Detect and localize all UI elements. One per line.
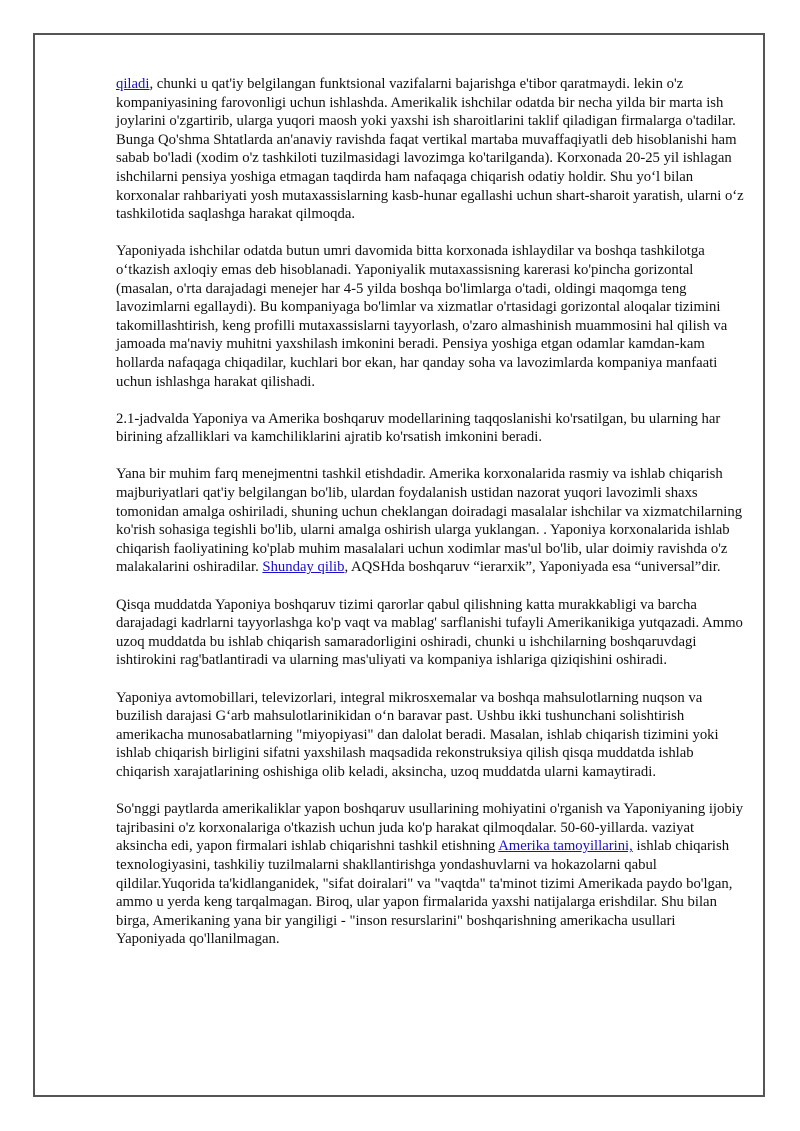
paragraph-7	[116, 800, 744, 949]
paragraph-3: 2.1-jadvalda Yaponiya va Amerika boshqaruv modellarining taqqoslanishi ko'rsatilgan, bu ularning har birining afzalliklari va kamchiliklarini ajratib ko'rsatish imkonini beradi.	[116, 410, 721, 446]
document-body	[116, 75, 744, 968]
link-amerika-tamoyillarini[interactable]: Amerika tamoyillarini,	[498, 838, 633, 855]
paragraph-1-text: , chunki u qat'iy belgilangan funktsional vazifalarni bajarishga e'tibor qaratmaydi. lekin o'z kompaniyasining farovonligi uchun ishlashda. Amerikalik ishchilar odatda bir necha yilda bir marta ish joylarini o'zgartirib, ularga yuqori maosh yoki yaxshi ish sharoitlarini taklif qiladigan firmalarga o'tadilar. Bunga Qo'shma Shtatlarda an'anaviy ravishda faqat vertikal martaba muvaffaqiyatli deb hisoblanishi ham sabab bo'ladi (xodim o'z tashkiloti tuzilmasidagi lavozimga ko'tarilganda). Korxonada 20-25 yil ishlagan ishchilarni pensiya yoshiga etmagan taqdirda ham nafaqaga chiqarish odatiy holdir. Shu yo‘l bilan korxonalar rahbariyati yosh mutaxassislarning kasb-hunar egallashi uchun shart-sharoit yaratish, ularni o‘z tashkilotida saqlashga harakat qilmoqda.	[116, 76, 744, 223]
paragraph-1	[116, 75, 744, 224]
paragraph-6: Yaponiya avtomobillari, televizorlari, integral mikrosxemalar va boshqa mahsulotlarning nuqson va buzilish darajasi G‘arb mahsulotlarinikidan o‘n baravar past. Ushbu ikki tushunchani solishtirish amerikacha munosabatlarning "miyopiyasi" dan dalolat beradi. Masalan, ishlab chiqarish tizimini yoki ishlab chiqarish birligini sifatni yaxshilash maqsadida rekonstruksiya qilish qisqa muddatda ishlab chiqarish xarajatlarining oshishiga olib keladi, aksincha, uzoq muddatda ularni kamaytiradi.	[116, 689, 719, 780]
paragraph-5: Qisqa muddatda Yaponiya boshqaruv tizimi qarorlar qabul qilishning katta murakkabligi va barcha darajadagi kadrlarni tayyorlashga ko'p vaqt va mablag' sarflanishi tufayli Amerikanikiga yutqazadi. Ammo uzoq muddatda bu ishlab chiqarish samaradorligini oshiradi, chunki u ishchilarning boshqaruvdagi ishtirokini rag'batlantiradi va ularning mas'uliyati va kompaniya ishlariga qiziqishini oshiradi.	[116, 596, 743, 669]
paragraph-2: Yaponiyada ishchilar odatda butun umri davomida bitta korxonada ishlaydilar va boshqa tashkilotga o‘tkazish axloqiy emas deb hisoblanadi. Yaponiyalik mutaxassisning karerasi ko'pincha gorizontal (masalan, o'rta darajadagi menejer har 4-5 yilda boshqa bo'limlarga o'tadi, oldingi maqomga teng lavozimlarni egallaydi). Bu kompaniyaga bo'limlar va xizmatlar o'rtasidagi gorizontal aloqalar tizimini takomillashtirish, keng profilli mutaxassislarni tayyorlash, o'zaro almashinish muammosini hal qilish va jamoada ma'naviy muhitni yaxshilash imkonini beradi. Pensiya yoshiga etgan odamlar kamdan-kam hollarda nafaqaga chiqadilar, kuchlari bor ekan, har qanday soha va lavozimlarda kompaniya manfaati uchun ishlashga harakat qilishadi.	[116, 243, 728, 390]
paragraph-4-text-before: Yana bir muhim farq menejmentni tashkil etishdadir. Amerika korxonalarida rasmiy va ishlab chiqarish majburiyatlari qat'iy belgilangan bo'lib, ulardan foydalanish ustidan nazorat yuqori lavozimli shaxs tomonidan amalga oshiriladi, shuning uchun cheklangan doiradagi masalalar ishchilar va xizmatchilarning ko'rish sohasiga tegishli bo'lib, ularni amalga oshirish ularga yuklangan. . Yaponiya korxonalarida ishlab chiqarish faoliyatining ko'plab muhim masalalari uchun xodimlar mas'ul bo'lib, ular doimiy ravishda o'z malakalarini oshiradilar.	[116, 466, 743, 576]
paragraph-4-text-after: , AQSHda boshqaruv “ierarxik”, Yaponiyada esa “universal”dir.	[344, 559, 721, 576]
paragraph-4	[116, 465, 744, 577]
link-qiladi[interactable]: qiladi	[116, 76, 150, 92]
paragraph-7-text-before: So'nggi paytlarda amerikaliklar yapon boshqaruv usullarining mohiyatini o'rganish va Yaponiyaning ijobiy tajribasini o'z korxonalariga o'tkazish uchun juda ko'p harakat qilmoqdalar. 50-60-yillarda. vaziyat aksincha edi, yapon firmalari ishlab chiqarishni tashkil etishning	[116, 801, 744, 855]
paragraph-7-text-after: ishlab chiqarish texnologiyasini, tashkiliy tuzilmalarni shakllantirishga yondashuvlarni va hokazolarni qabul qildilar.Yuqorida ta'kidlanganidek, "sifat doiralari" va "vaqtda" ta'minot tizimi Amerikada paydo bo'lgan, ammo u yerda keng tarqalmagan. Biroq, ular yapon firmalarida yaxshi natijalarga erishdilar. Shu bilan birga, Amerikaning yana bir yangiligi - "inson resurslarini" boshqarishning amerikacha usullari Yaponiyada qo'llanilmagan.	[116, 838, 733, 948]
link-shunday-qilib[interactable]: Shunday qilib	[262, 559, 345, 576]
